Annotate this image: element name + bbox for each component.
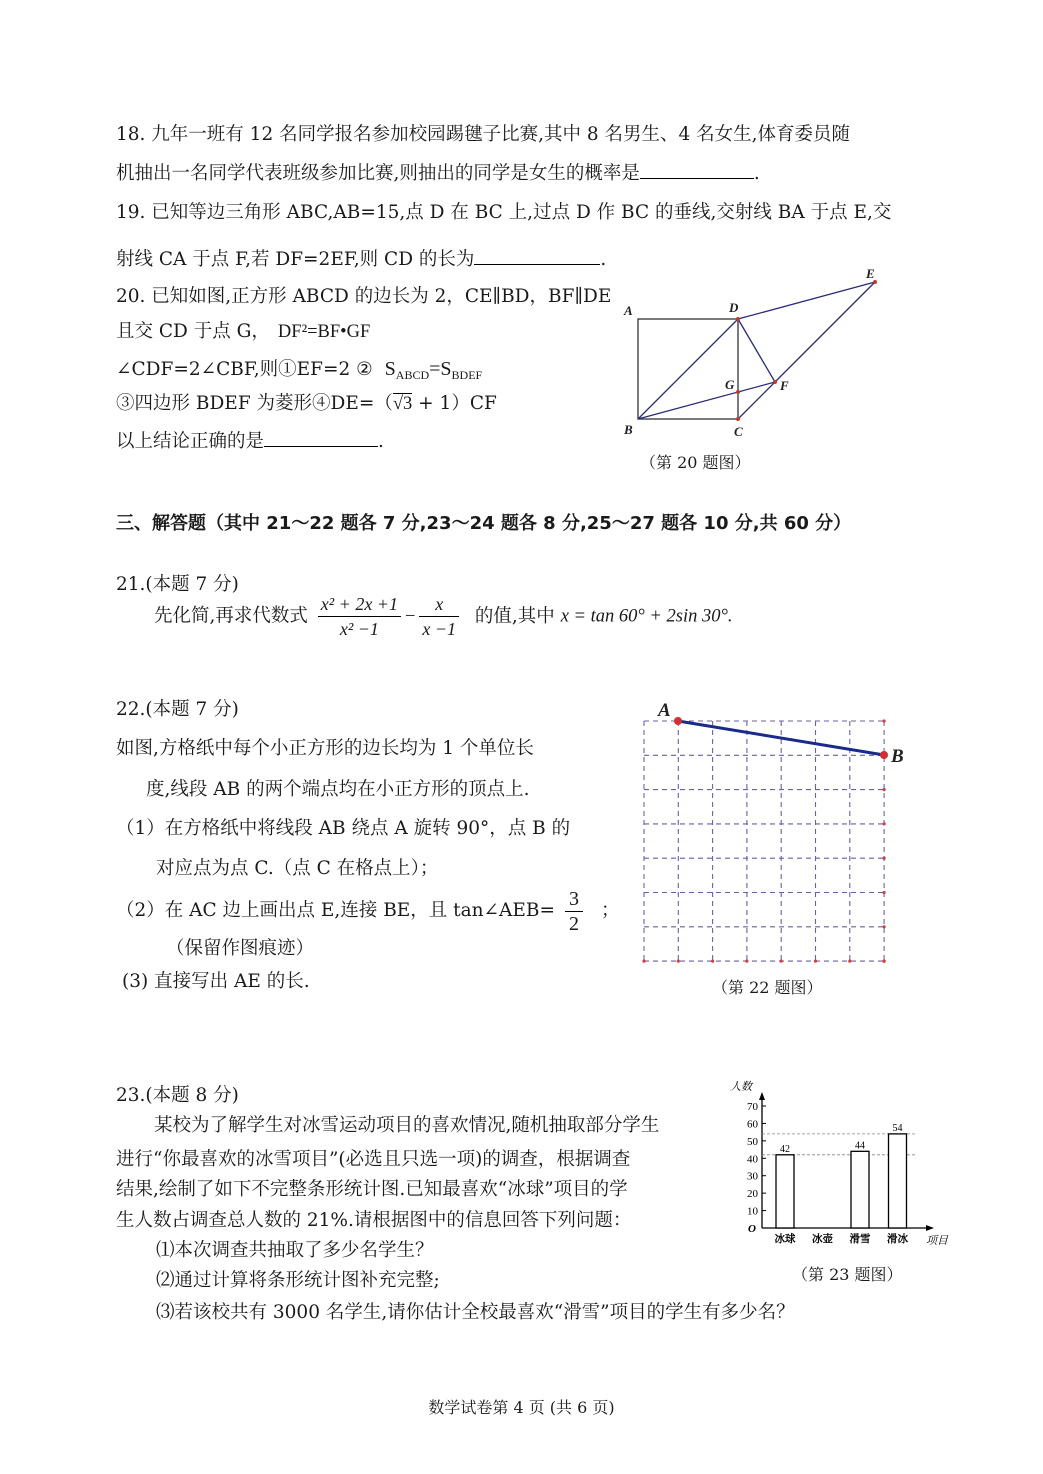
- q21-title: 21.(本题 7 分): [116, 574, 239, 595]
- x-axis-arrow: [926, 1225, 934, 1231]
- q21-text-a: 先化简,再求代数式: [154, 605, 308, 627]
- q23-sub2: ⑵通过计算将条形统计图补充完整;: [156, 1270, 440, 1291]
- q21-frac1-den: x² −1: [339, 619, 379, 639]
- q20-line3a: ∠CDF=2∠CBF,则①EF=2 ②: [116, 359, 373, 380]
- q22-line5: [116, 884, 620, 938]
- segment-df: [738, 319, 775, 382]
- section3-heading: 三、解答题（其中 21～22 题各 7 分,23～24 题各 8 分,25～27 题各 10 分,共 60 分）: [116, 513, 852, 534]
- y-tick-label: 50: [747, 1135, 758, 1148]
- grid-dot: [883, 960, 886, 963]
- grid-dot: [677, 960, 680, 963]
- answer-blank: [640, 160, 754, 179]
- segment-de: [738, 282, 875, 319]
- bar-data-label: 44: [855, 1140, 865, 1152]
- q22-caption: （第 22 题图）: [712, 978, 823, 997]
- grid-dot: [780, 960, 783, 963]
- segment-bf: [638, 382, 775, 419]
- q18-line2-text: 机抽出一名同学代表班级参加比赛,则抽出的同学是女生的概率是: [116, 163, 640, 184]
- q20-line1: 20. 已知如图,正方形 ABCD 的边长为 2，CE∥BD，BF∥DE: [116, 286, 612, 307]
- y-tick-label: 30: [747, 1170, 758, 1183]
- q18-line2: [116, 160, 760, 186]
- category-label: 冰壶: [812, 1233, 833, 1245]
- q20-line2a: 且交 CD 于点 G，: [116, 321, 270, 342]
- q20-line2b: DF²=BF•GF: [277, 322, 371, 342]
- q21-minus: −: [404, 606, 416, 627]
- point-g: [736, 390, 740, 394]
- label-a: A: [624, 303, 633, 318]
- label-b: B: [624, 422, 633, 437]
- q22-title: 22.(本题 7 分): [116, 699, 239, 720]
- q19-line1: 19. 已知等边三角形 ABC,AB=15,点 D 在 BC 上,过点 D 作 BC 的垂线,交射线 BA 于点 E,交: [116, 202, 892, 223]
- grid-dot: [883, 788, 886, 791]
- bar-data-label: 54: [892, 1122, 903, 1134]
- y-tick-label: 10: [747, 1205, 758, 1218]
- q22-line2: 度,线段 AB 的两个端点均在小正方形的顶点上.: [146, 779, 530, 800]
- origin-label: O: [748, 1223, 756, 1235]
- q22-line5a: （2）在 AC 边上画出点 E,连接 BE，且 tan∠AEB=: [116, 900, 556, 921]
- grid-dot: [745, 960, 748, 963]
- q22-grid-figure: [634, 694, 914, 970]
- label-g: G: [725, 377, 735, 392]
- q21-frac2: [419, 592, 459, 641]
- q20-end: .: [378, 431, 384, 452]
- grid-dot: [711, 960, 714, 963]
- q21-frac1: [318, 592, 401, 641]
- q22-frac-den: 2: [569, 912, 580, 935]
- q18-line1: 18. 九年一班有 12 名同学报名参加校园踢毽子比赛,其中 8 名男生、4 名女生,体育委员随: [116, 124, 851, 145]
- label-d: D: [729, 300, 739, 315]
- q21-expr: x = tan 60° + 2sin 30°.: [560, 606, 733, 627]
- q20-line2: [116, 320, 370, 344]
- segment-bd: [638, 319, 738, 419]
- grid-dot: [883, 925, 886, 928]
- q23-caption: （第 23 题图）: [792, 1265, 903, 1284]
- q23-bar-chart: [726, 1078, 952, 1258]
- q20-line4a: ③四边形 BDEF 为菱形④DE=（: [116, 393, 393, 414]
- q23-line3: 结果,绘制了如下不完整条形统计图.已知最喜欢“冰球”项目的学: [116, 1179, 628, 1200]
- q22-line1: 如图,方格纸中每个小正方形的边长均为 1 个单位长: [116, 738, 534, 759]
- q22-line7: (3) 直接写出 AE 的长.: [122, 971, 310, 992]
- label-b: B: [891, 746, 904, 767]
- q21-frac2-den: x −1: [422, 619, 457, 639]
- q20-line4c: + 1）CF: [412, 393, 497, 414]
- label-c: C: [734, 424, 743, 439]
- q20-line4: [116, 392, 497, 416]
- q20-caption: （第 20 题图）: [640, 453, 751, 472]
- grid-dot: [883, 891, 886, 894]
- q20-line3: [116, 357, 482, 387]
- category-label: 滑雪: [849, 1233, 871, 1245]
- grid-corner-dots: [642, 719, 885, 962]
- y-axis-label: 人数: [730, 1081, 752, 1093]
- q21-text-b: 的值,其中: [474, 605, 555, 627]
- q20-area-abcd: [385, 358, 483, 380]
- answer-blank: [474, 246, 600, 265]
- bar-data-label: 42: [780, 1143, 790, 1155]
- point-d: [736, 317, 740, 321]
- q22-frac-num: 3: [569, 887, 580, 910]
- segment-ef: [775, 282, 875, 382]
- q23-title: 23.(本题 8 分): [116, 1085, 239, 1106]
- grid-dot: [883, 719, 886, 722]
- q22-line4: 对应点为点 C.（点 C 在格点上）；: [156, 858, 439, 879]
- point-f: [773, 380, 777, 384]
- y-tick-label: 40: [747, 1153, 758, 1166]
- q19-line2-text: 射线 CA 于点 F,若 DF=2EF,则 CD 的长为: [116, 249, 475, 270]
- q23-line2: 进行“你最喜欢的冰雪项目”(必选且只选一项)的调查，根据调查: [116, 1149, 631, 1170]
- q23-line4: 生人数占调查总人数的 21%.请根据图中的信息回答下列问题：: [116, 1210, 632, 1231]
- q20-figure: [612, 262, 902, 442]
- grid-dot: [642, 960, 645, 963]
- category-label: 滑冰: [887, 1233, 908, 1245]
- answer-blank: [264, 428, 378, 447]
- grid-dot: [883, 822, 886, 825]
- label-f: F: [780, 378, 789, 393]
- point-a: [674, 717, 682, 725]
- q18-end: .: [753, 163, 760, 184]
- y-tick-label: 20: [747, 1188, 758, 1201]
- q21-body: [154, 592, 733, 641]
- bar: [851, 1151, 869, 1228]
- q20-s1-sub: ABCD: [395, 368, 430, 382]
- q21-frac1-num: x² + 2x +1: [318, 592, 401, 617]
- q19-end: .: [600, 249, 607, 270]
- q22-line3: （1）在方格纸中将线段 AB 绕点 A 旋转 90°，点 B 的: [116, 818, 571, 839]
- q20-sqrt3: √3: [392, 394, 413, 414]
- q22-line5b: ；: [601, 900, 620, 921]
- grid-lines: [644, 721, 884, 961]
- q23-sub3: ⑶若该校共有 3000 名学生,请你估计全校最喜欢“滑雪”项目的学生有多少名？: [156, 1302, 795, 1323]
- label-e: E: [866, 266, 875, 281]
- grid-dot: [883, 857, 886, 860]
- q20-line5: [116, 428, 384, 454]
- page-footer: 数学试卷第 4 页 (共 6 页): [428, 1398, 615, 1417]
- y-tick-label: 60: [747, 1118, 758, 1131]
- q20-line5-text: 以上结论正确的是: [116, 431, 265, 452]
- q22-frac: [565, 887, 583, 936]
- point-b: [880, 751, 888, 759]
- q20-s2-sub: BDEF: [451, 368, 483, 382]
- grid-dot: [814, 960, 817, 963]
- q23-sub1: ⑴本次调查共抽取了多少名学生？: [156, 1240, 434, 1261]
- grid-dot: [848, 960, 851, 963]
- q20-s2: =S: [429, 358, 452, 380]
- q19-line2: [116, 246, 606, 272]
- bar: [776, 1155, 794, 1228]
- q22-line6: （保留作图痕迹）: [166, 938, 315, 959]
- label-a: A: [658, 700, 671, 721]
- q21-frac2-num: x: [419, 592, 459, 617]
- category-label: 冰球: [774, 1233, 796, 1245]
- y-tick-label: 70: [747, 1101, 758, 1113]
- y-axis-arrow: [759, 1092, 765, 1100]
- q23-line1: 某校为了解学生对冰雪运动项目的喜欢情况,随机抽取部分学生: [154, 1115, 660, 1136]
- x-axis-label: 项目: [926, 1235, 948, 1247]
- point-c: [736, 417, 740, 421]
- bar: [889, 1134, 907, 1228]
- q20-s1: S: [384, 358, 396, 380]
